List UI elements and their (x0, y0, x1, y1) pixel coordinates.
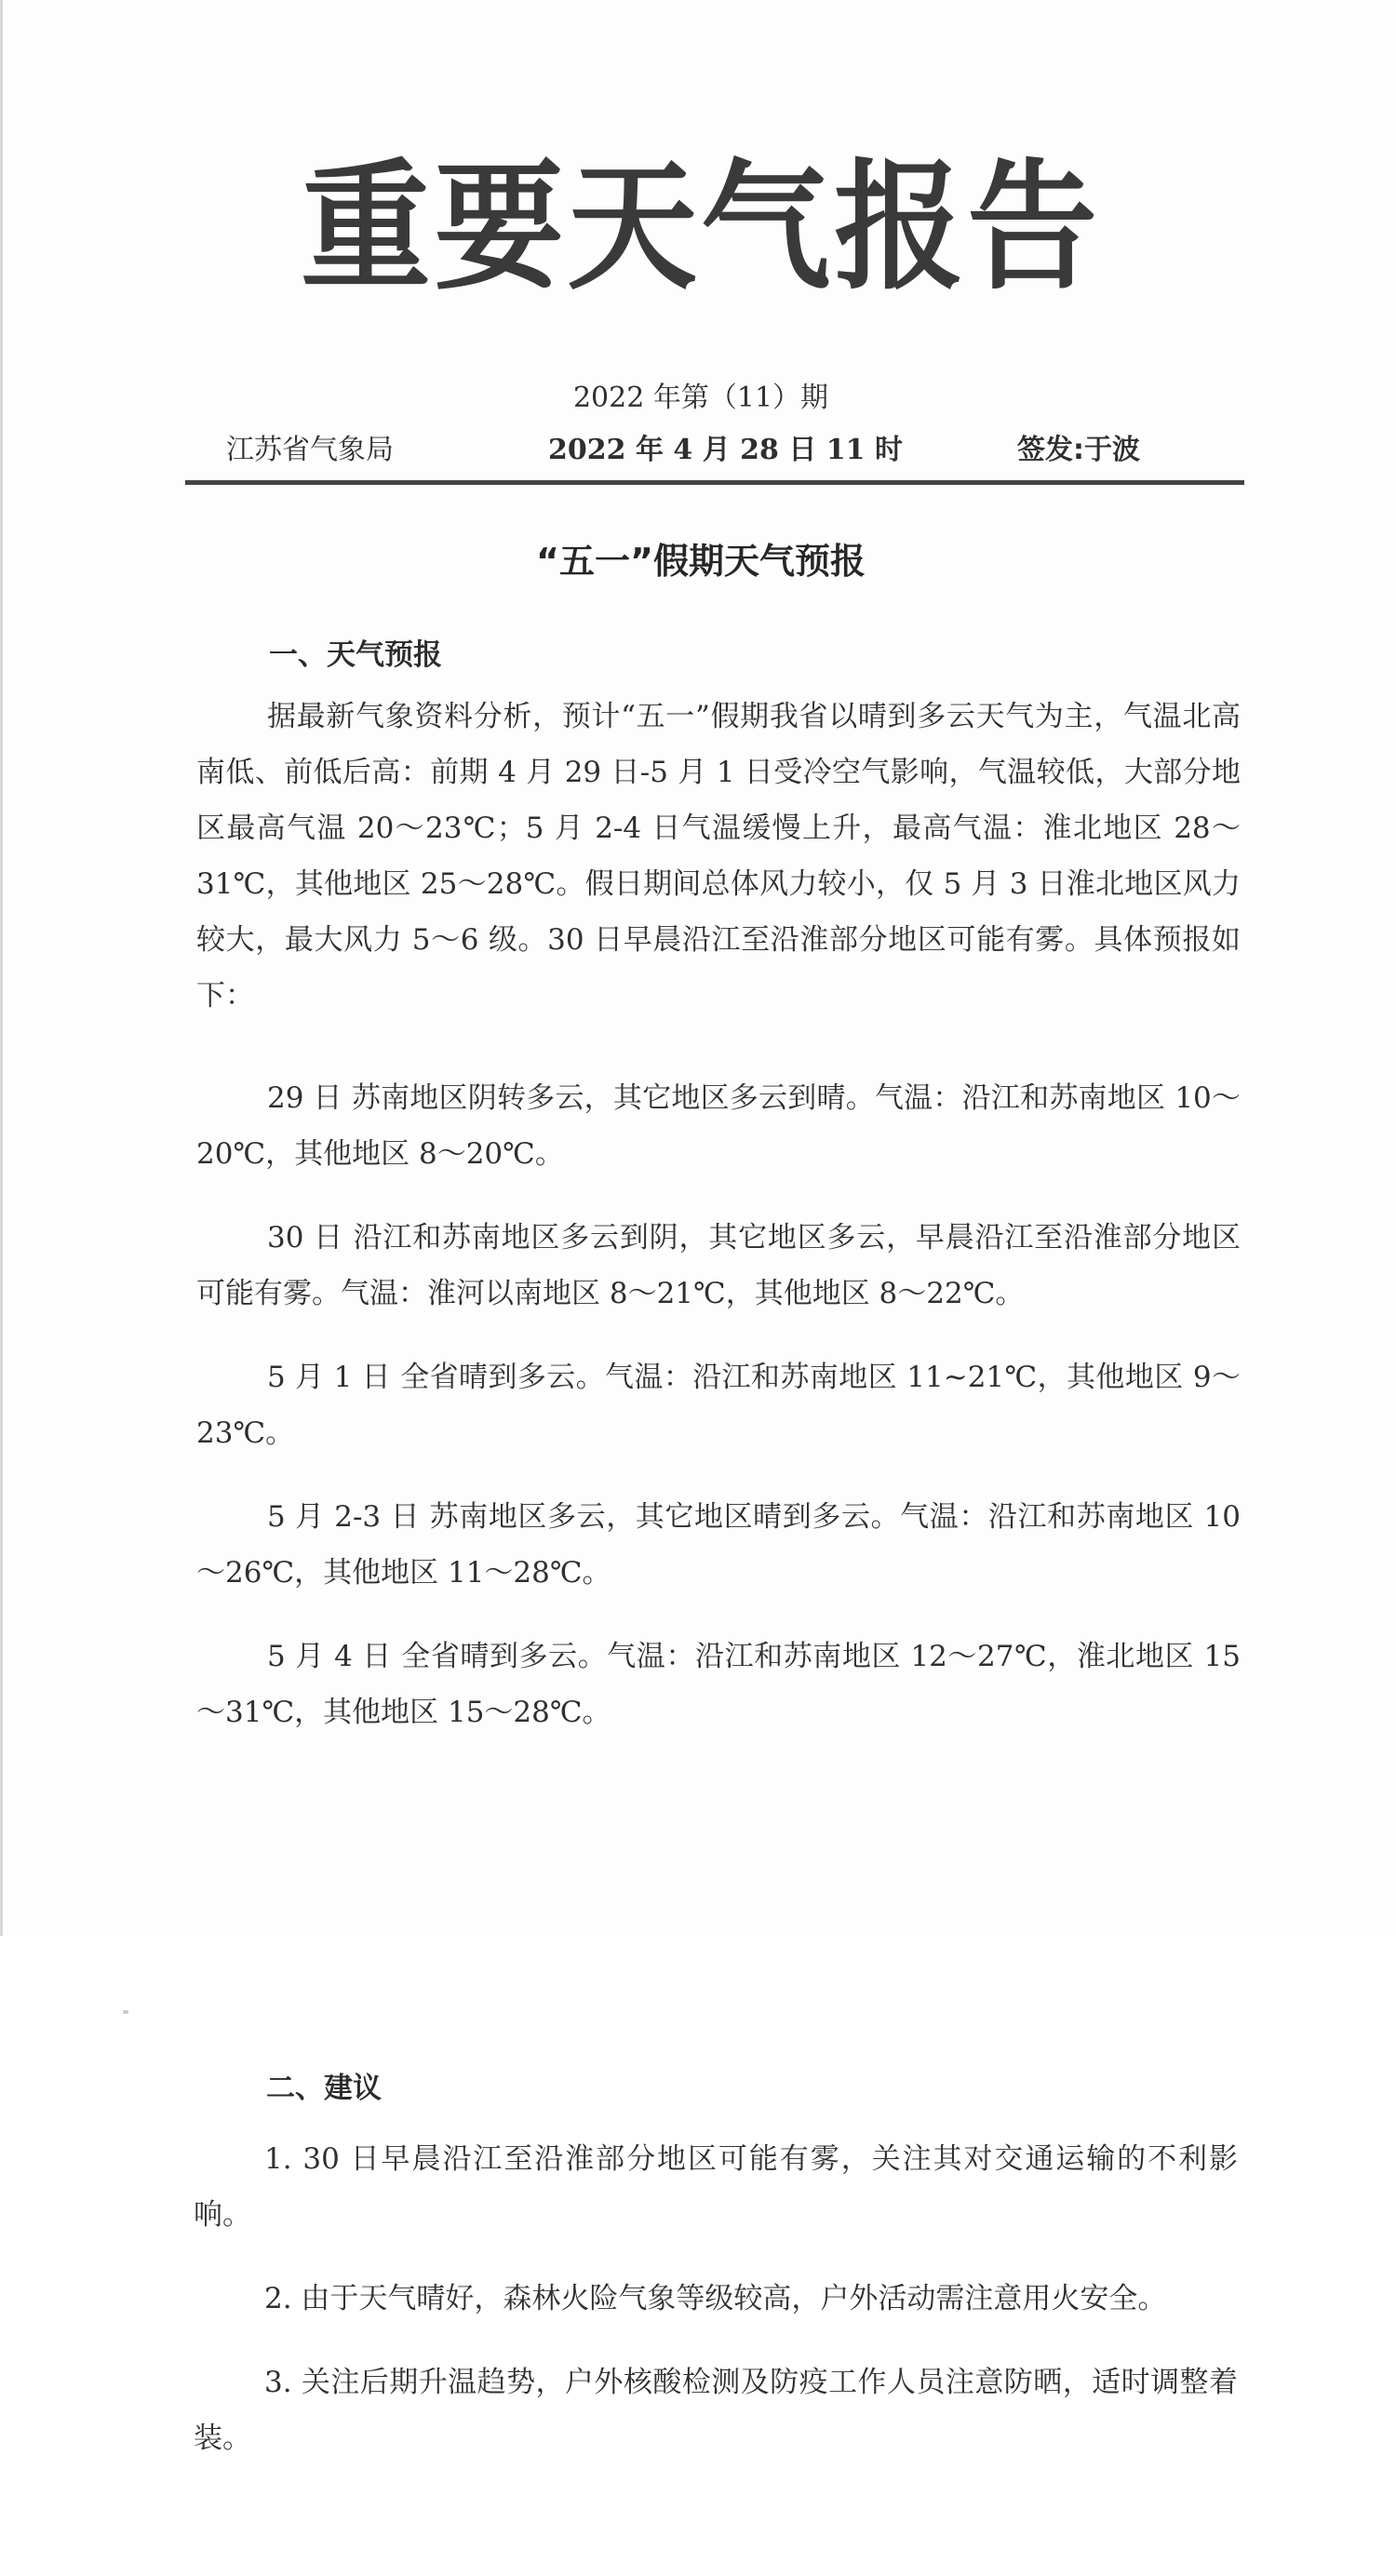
section-heading-forecast: 一、天气预报 (269, 638, 442, 672)
forecast-may-4: 5 月 4 日 全省晴到多云。气温：沿江和苏南地区 12～27℃，淮北地区 15～31℃，其他地区 15～28℃。 (196, 1640, 1241, 1729)
advice-item-1: 1. 30 日早晨沿江至沿淮部分地区可能有雾，关注其对交通运输的不利影响。 (194, 2142, 1238, 2232)
masthead-title: 重要天气报告 (301, 147, 1101, 309)
issuer-name: 江苏省气象局 (226, 434, 394, 466)
advice-item-2: 2. 由于天气晴好，森林火险气象等级较高，户外活动需注意用火安全。 (264, 2282, 1167, 2315)
section-heading-advice: 二、建议 (266, 2072, 382, 2105)
forecast-may-2-3: 5 月 2-3 日 苏南地区多云，其它地区晴到多云。气温：沿江和苏南地区 10～26℃，其他地区 11～28℃。 (196, 1500, 1241, 1590)
header-divider (185, 480, 1244, 485)
forecast-intro-paragraph: 据最新气象资料分析，预计“五一”假期我省以晴到多云天气为主，气温北高南低、前低后高：前期 4 月 29 日-5 月 1 日受冷空气影响，气温较低，大部分地区最高气温 20～23℃；5 月 2-4 日气温缓慢上升，最高气温：淮北地区 28～31℃，其他地区 25～28℃。假日期间总体风力较小，仅 5 月 3 日淮北地区风力较大，最大风力 5～6 级。30 日早晨沿江至沿淮部分地区可能有雾。具体预报如下： (196, 700, 1241, 1013)
issue-number: 2022 年第（11）期 (572, 382, 829, 414)
signer: 签发:于波 (1017, 434, 1140, 466)
forecast-may-1: 5 月 1 日 全省晴到多云。气温：沿江和苏南地区 11~21℃，其他地区 9～23℃。 (196, 1361, 1241, 1450)
document-title: “五一”假期天气预报 (536, 541, 866, 582)
document-page-2 (0, 1936, 1396, 2576)
header-meta-row (3, 426, 1396, 467)
advice-item-3: 3. 关注后期升温趋势，户外核酸检测及防疫工作人员注意防晒，适时调整着装。 (194, 2366, 1238, 2455)
forecast-day-29: 29 日 苏南地区阴转多云，其它地区多云到晴。气温：沿江和苏南地区 10～20℃，其他地区 8～20℃。 (196, 1081, 1241, 1171)
scan-speck (123, 2010, 128, 2014)
forecast-day-30: 30 日 沿江和苏南地区多云到阴，其它地区多云，早晨沿江至沿淮部分地区可能有雾。气温：淮河以南地区 8～21℃，其他地区 8～22℃。 (196, 1221, 1241, 1310)
issue-datetime: 2022 年 4 月 28 日 11 时 (548, 434, 903, 466)
